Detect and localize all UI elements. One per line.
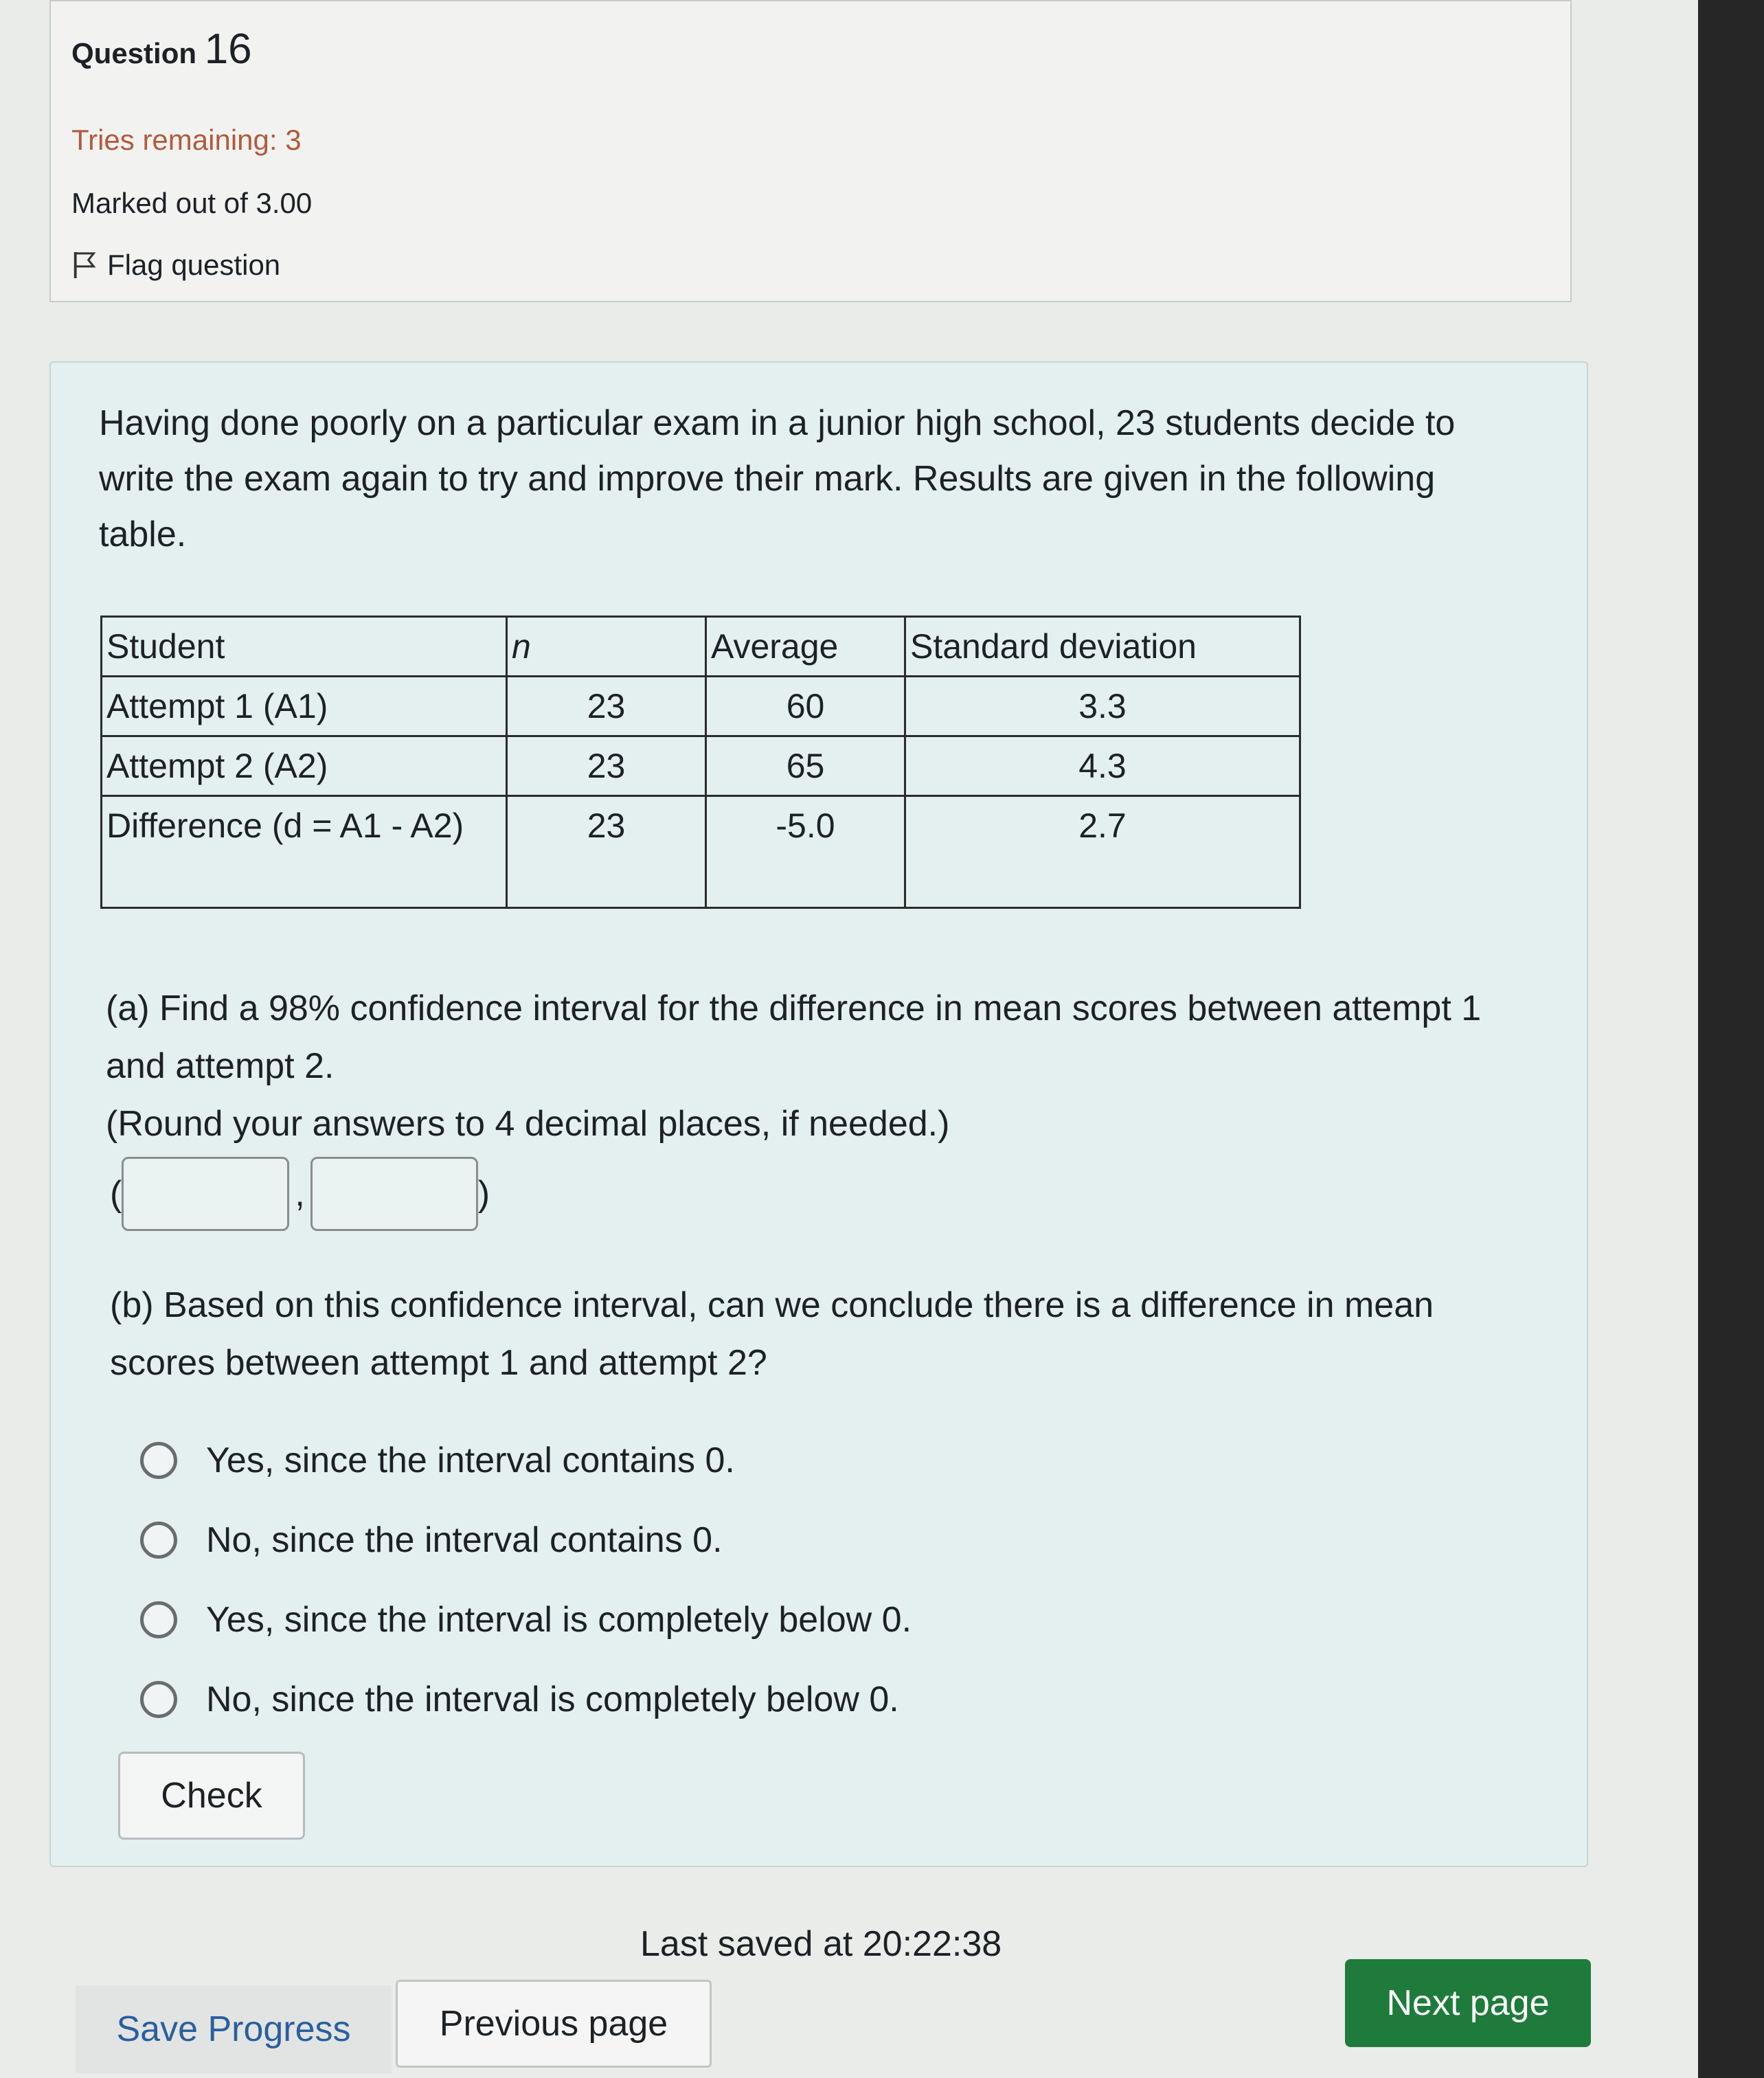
option-yes-below-zero[interactable] <box>140 1580 912 1660</box>
results-table <box>100 616 1301 909</box>
cell-sd: 2.7 <box>905 796 1300 908</box>
radio-button[interactable] <box>140 1681 177 1718</box>
cell-n: 23 <box>507 736 706 796</box>
table-row <box>102 736 1300 796</box>
option-label: Yes, since the interval contains 0. <box>206 1441 735 1480</box>
tries-remaining: Tries remaining: 3 <box>71 124 302 156</box>
question-intro: Having done poorly on a particular exam in a junior high school, 23 students decide to write the exam again to try and improve their mark. Results are given in the following table. <box>99 403 1456 554</box>
flag-question-label: Flag question <box>107 249 281 281</box>
cell-n: 23 <box>507 796 706 908</box>
flag-icon <box>71 251 98 280</box>
question-title <box>71 25 252 74</box>
option-label: Yes, since the interval is completely below 0. <box>206 1600 912 1640</box>
question-content <box>49 361 1588 1867</box>
save-progress-button[interactable]: Save Progress <box>76 1985 392 2073</box>
header-n: n <box>507 617 706 677</box>
answer-options <box>140 1421 912 1739</box>
upper-bound-input[interactable] <box>310 1157 478 1231</box>
cell-average: 65 <box>706 736 905 796</box>
interval-answer-row <box>110 1157 490 1231</box>
cell-average: 60 <box>706 677 905 736</box>
radio-button[interactable] <box>140 1522 177 1559</box>
option-no-contains-zero[interactable] <box>140 1500 912 1580</box>
part-a-text: (a) Find a 98% confidence interval for the difference in mean scores between attempt 1 and attempt 2. <box>106 989 1482 1086</box>
option-label: No, since the interval contains 0. <box>206 1520 723 1560</box>
previous-page-button[interactable]: Previous page <box>396 1980 712 2068</box>
close-paren: ) <box>477 1174 490 1214</box>
comma: , <box>295 1174 305 1214</box>
cell-student: Attempt 1 (A1) <box>102 677 507 736</box>
open-paren: ( <box>110 1174 122 1214</box>
table-row <box>102 677 1300 736</box>
lower-bound-input[interactable] <box>122 1157 289 1231</box>
question-label: Question <box>71 37 197 69</box>
option-yes-contains-zero[interactable] <box>140 1421 912 1500</box>
cell-sd: 3.3 <box>905 677 1300 736</box>
next-page-button[interactable]: Next page <box>1345 1959 1591 2047</box>
cell-n: 23 <box>507 677 706 736</box>
radio-button[interactable] <box>140 1601 177 1638</box>
question-number: 16 <box>204 25 252 73</box>
question-info-panel <box>49 0 1572 302</box>
radio-button[interactable] <box>140 1442 177 1479</box>
cell-average: -5.0 <box>706 796 905 908</box>
header-average: Average <box>706 617 905 677</box>
cell-sd: 4.3 <box>905 736 1300 796</box>
cell-student: Attempt 2 (A2) <box>102 736 507 796</box>
table-header-row <box>102 617 1300 677</box>
option-no-below-zero[interactable] <box>140 1660 912 1739</box>
check-button[interactable]: Check <box>118 1752 305 1840</box>
flag-question-link[interactable] <box>71 249 280 282</box>
cell-student: Difference (d = A1 - A2) <box>102 796 507 908</box>
header-student: Student <box>102 617 507 677</box>
part-a-question <box>106 980 1535 1153</box>
round-note: (Round your answers to 4 decimal places, if needed.) <box>106 1104 950 1144</box>
part-b-text: (b) Based on this confidence interval, can we conclude there is a difference in mean scores between attempt 1 and attempt 2? <box>110 1285 1434 1383</box>
option-label: No, since the interval is completely below 0. <box>206 1680 899 1719</box>
screen-edge <box>1698 0 1764 2078</box>
table-row <box>102 796 1300 908</box>
marked-out-of: Marked out of 3.00 <box>71 187 313 219</box>
header-standard-deviation: Standard deviation <box>905 617 1300 677</box>
last-saved-status: Last saved at 20:22:38 <box>640 1924 1002 1964</box>
